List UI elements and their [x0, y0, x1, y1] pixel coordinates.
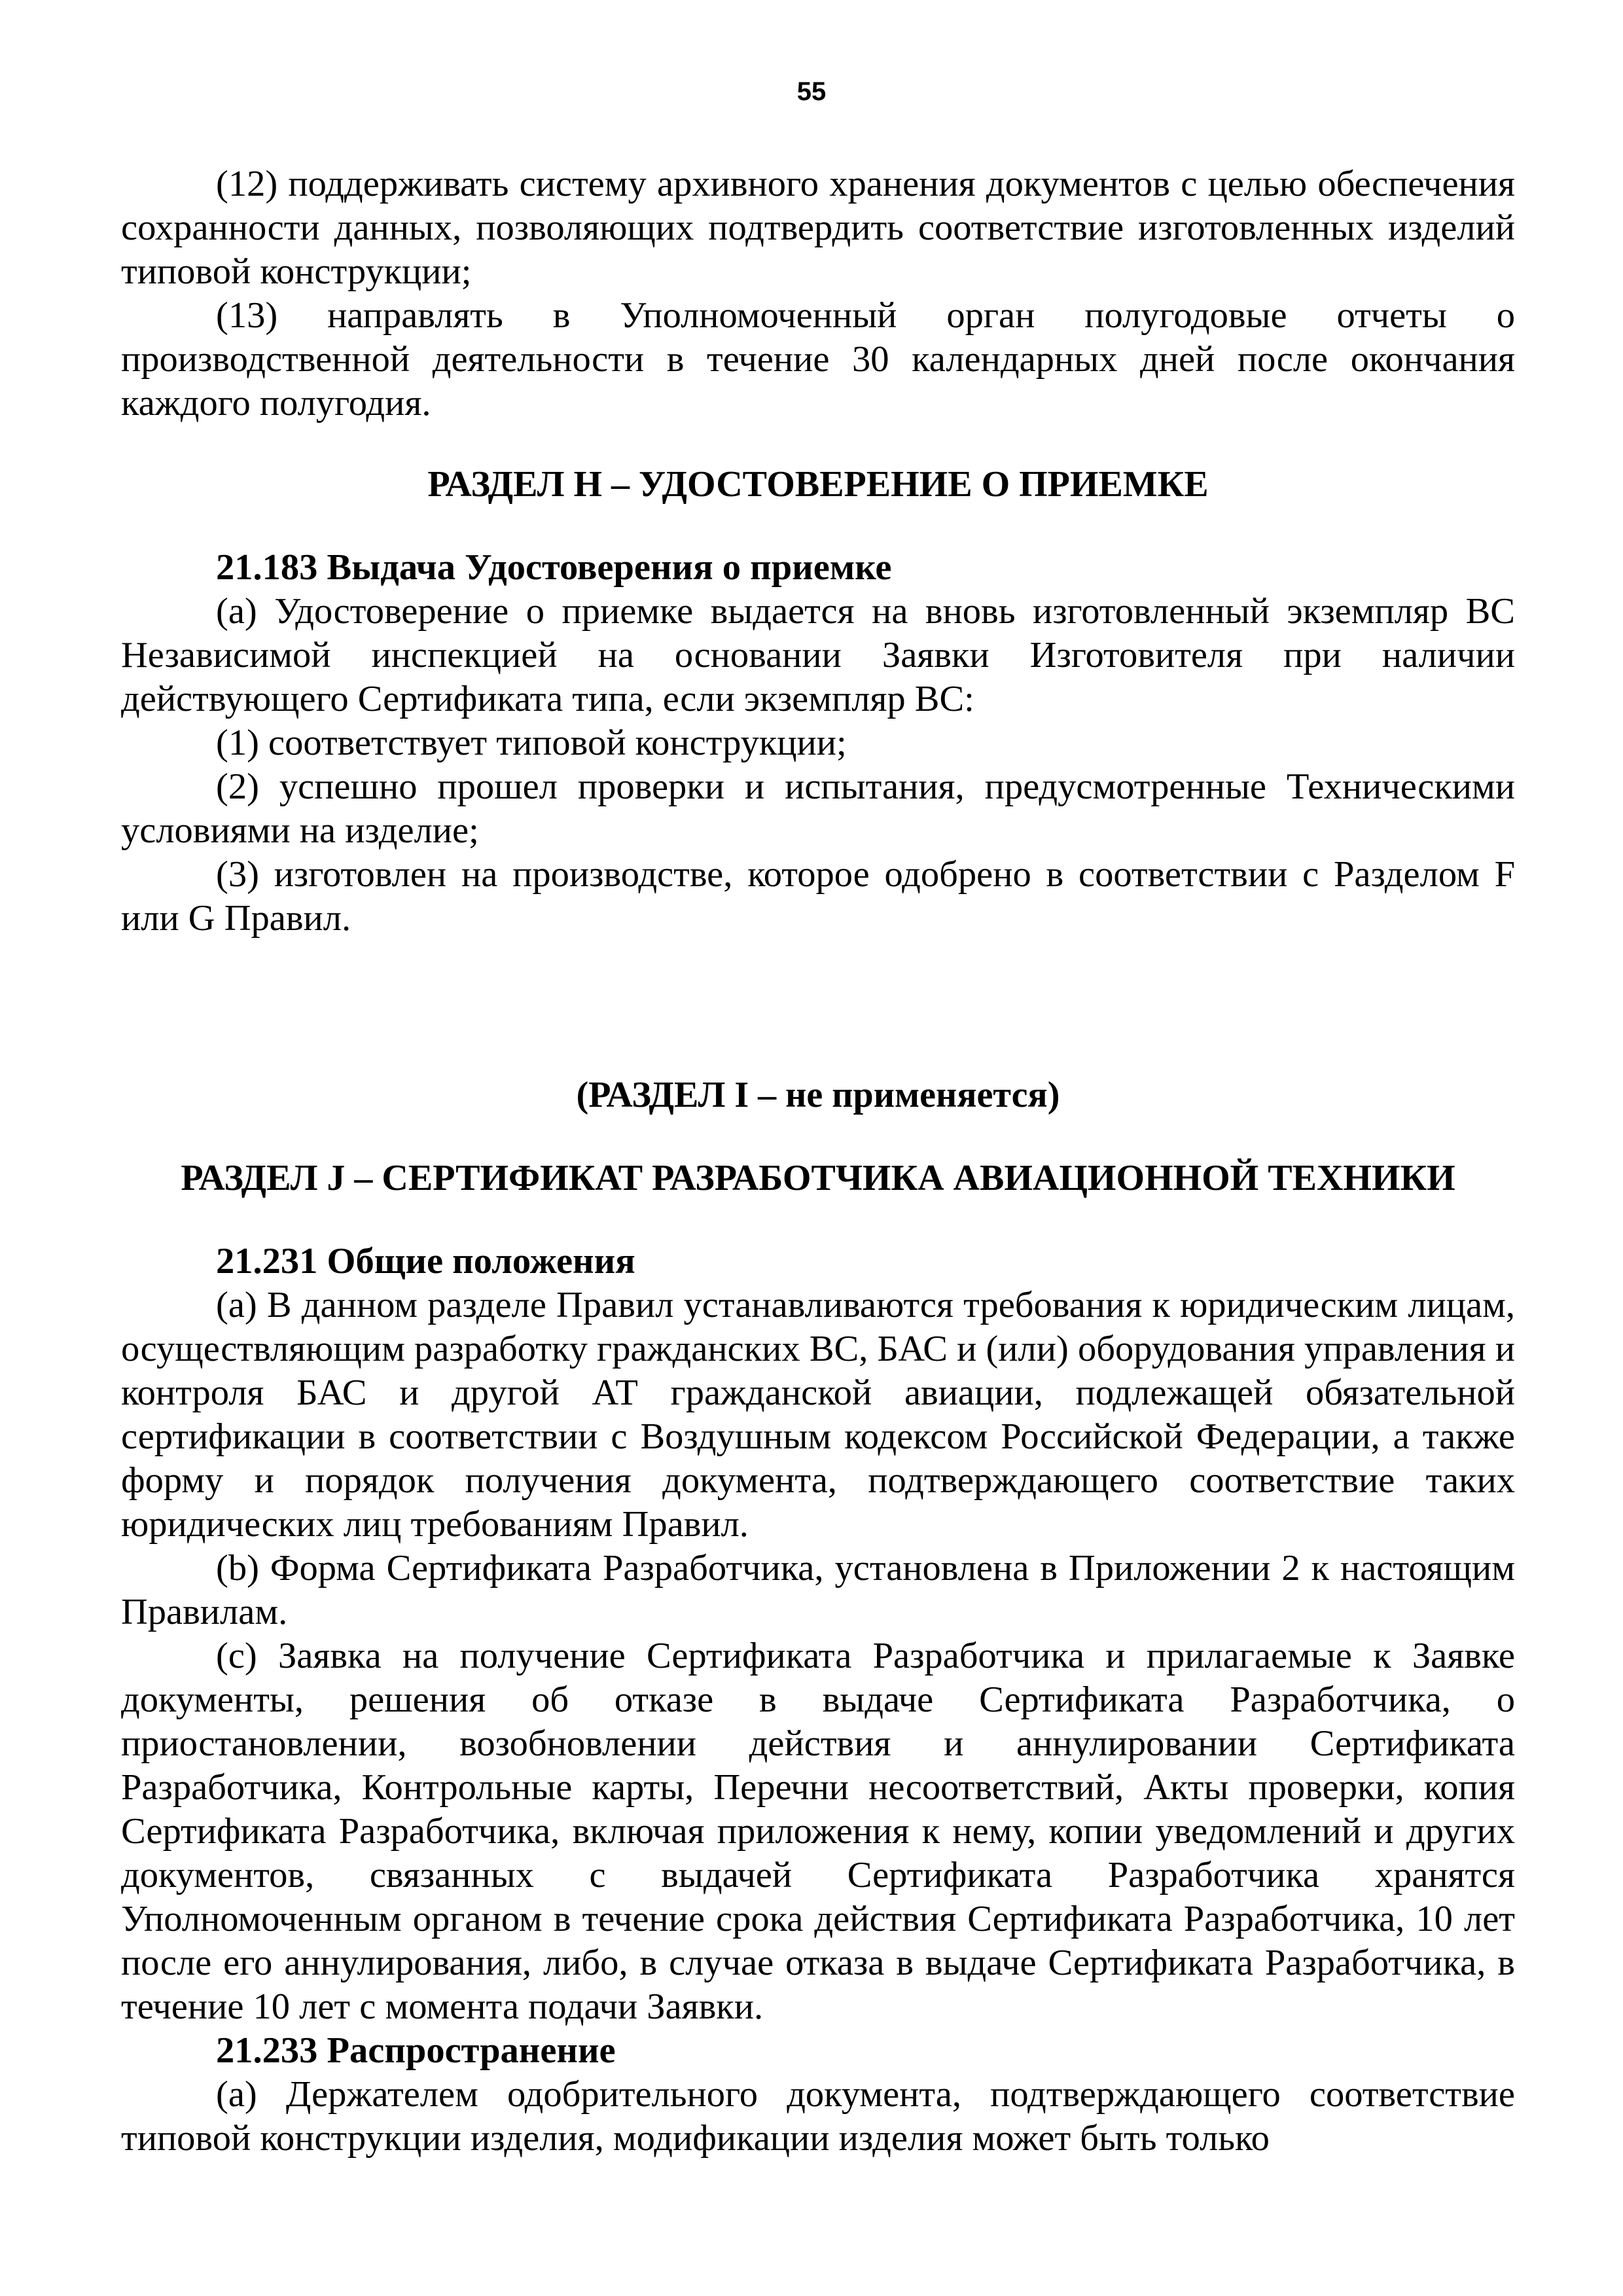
- clause-21-233-heading: 21.233 Распространение: [216, 2030, 616, 2071]
- clause-21-231-a: (a) В данном разделе Правил устанавливаются требования к юридическим лицам, осуществляющим разработку гражданских ВС, БАС и (или) оборудования управления и контроля БАС и другой АТ гражданской авиации, подлежащей обязательной сертификации в соответствии с Воздушным кодексом Российской Федерации, а также форму и порядок получения документа, подтверждающего соответствие таких юридических лиц требованиям Правил.: [121, 1285, 1515, 1545]
- page-body: [121, 162, 1515, 2161]
- clause-21-183-item-2: (2) успешно прошел проверки и испытания, предусмотренные Техническими условиями на изделие;: [121, 766, 1515, 851]
- section-j-heading: РАЗДЕЛ J – СЕРТИФИКАТ РАЗРАБОТЧИКА АВИАЦИОННОЙ ТЕХНИКИ: [181, 1158, 1455, 1198]
- clause-21-233-a: (a) Держателем одобрительного документа, подтверждающего соответствие типовой конструкции изделия, модификации изделия может быть только: [121, 2074, 1515, 2159]
- clause-21-231-heading: 21.231 Общие положения: [216, 1241, 635, 1282]
- clause-21-231-c: (c) Заявка на получение Сертификата Разработчика и прилагаемые к Заявке документы, решения об отказе в выдаче Сертификата Разработчика, о приостановлении, возобновлении действия и аннулировании Сертификата Разработчика, Контрольные карты, Перечни несоответствий, Акты проверки, копия Сертификата Разработчика, включая приложения к нему, копии уведомлений и других документов, связанных с выдачей Сертификата Разработчика хранятся Уполномоченным органом в течение срока действия Сертификата Разработчика, 10 лет после его аннулирования, либо, в случае отказа в выдаче Сертификата Разработчика, в течение 10 лет с момента подачи Заявки.: [121, 1636, 1515, 2027]
- clause-21-183-a: (a) Удостоверение о приемке выдается на вновь изготовленный экземпляр ВС Независимой инспекцией на основании Заявки Изготовителя при наличии действующего Сертификата типа, если экземпляр ВС:: [121, 591, 1515, 719]
- clause-21-183-item-1: (1) соответствует типовой конструкции;: [216, 723, 847, 763]
- item-13: (13) направлять в Уполномоченный орган полугодовые отчеты о производственной деятельности в течение 30 календарных дней после окончания каждого полугодия.: [121, 295, 1515, 423]
- section-h-heading: РАЗДЕЛ H – УДОСТОВЕРЕНИЕ О ПРИЕМКЕ: [427, 464, 1209, 505]
- clause-21-183-heading: 21.183 Выдача Удостоверения о приемке: [216, 547, 892, 588]
- clause-21-231-b: (b) Форма Сертификата Разработчика, установлена в Приложении 2 к настоящим Правилам.: [121, 1548, 1515, 1632]
- section-i-heading: (РАЗДЕЛ I – не применяется): [576, 1075, 1060, 1115]
- clause-21-183-item-3: (3) изготовлен на производстве, которое одобрено в соответствии с Разделом F или G Правил.: [121, 854, 1515, 939]
- page-number: 55: [796, 77, 827, 106]
- item-12: (12) поддерживать систему архивного хранения документов с целью обеспечения сохранности данных, позволяющих подтвердить соответствие изготовленных изделий типовой конструкции;: [121, 164, 1515, 292]
